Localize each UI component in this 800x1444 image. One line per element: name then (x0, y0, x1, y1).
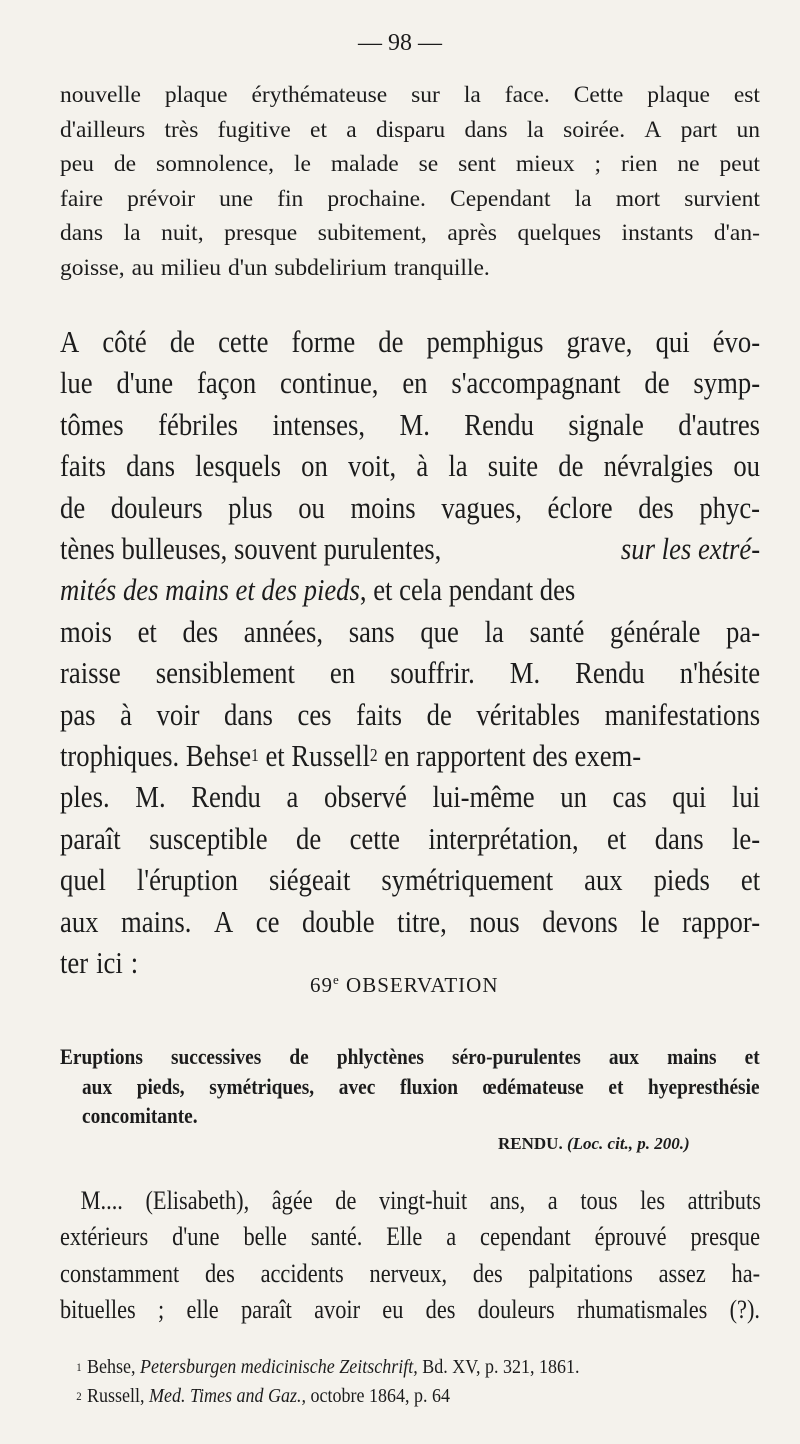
word: successives (170, 1044, 262, 1069)
word: subdelirium (274, 254, 387, 281)
observation-label: OBSERVATION (346, 973, 499, 997)
word: souffrir. (390, 655, 475, 691)
word: fluxion (399, 1073, 459, 1099)
word: d'ailleurs (60, 116, 146, 143)
word: œdémateuse (482, 1073, 584, 1099)
word: forme (291, 324, 356, 359)
word: peut (719, 151, 760, 177)
italic-segment: mités des mains et des pieds (60, 572, 360, 608)
word: part (680, 116, 718, 143)
word: peu (60, 151, 94, 177)
page-number: — 98 — (358, 30, 442, 56)
word: pieds (653, 862, 710, 898)
word: en (402, 365, 428, 401)
word: phyc- (699, 489, 761, 525)
word: qui (655, 324, 690, 359)
text-line (60, 182, 760, 217)
word: des (182, 613, 219, 649)
footnote-mark: 1 (76, 1360, 82, 1374)
word: faire (60, 185, 104, 212)
word: ples. (60, 779, 110, 815)
word: une (219, 185, 254, 212)
word: et (137, 613, 157, 649)
word: prévoir (127, 185, 196, 212)
word: face. (504, 82, 550, 108)
word: hyepresthésie (648, 1073, 760, 1099)
word: suite (487, 448, 539, 484)
word: presque (690, 1222, 761, 1252)
word: est (733, 82, 760, 108)
word: des (204, 1258, 235, 1288)
word: mains (667, 1044, 717, 1069)
word: de (378, 324, 404, 359)
line-segment: et Russell (258, 738, 370, 774)
footnote-mark: 2 (76, 1389, 82, 1403)
word: véritables (476, 696, 581, 732)
word: tranquille. (393, 254, 490, 281)
word: double (302, 903, 375, 939)
word: vagues, (441, 489, 522, 525)
word: mains. (121, 903, 192, 939)
word: attributs (687, 1186, 761, 1215)
word: cette (218, 324, 269, 359)
word: tômes (60, 406, 124, 442)
word: la (123, 220, 141, 246)
word: presque (224, 220, 298, 246)
word: ans, (489, 1186, 526, 1215)
word: à (416, 448, 429, 484)
word: âgée (271, 1186, 313, 1215)
word: à (120, 696, 132, 732)
observation-title (310, 972, 498, 998)
footnote-rest: Bd. XV, p. 321, 1861. (422, 1356, 580, 1378)
word: signale (568, 406, 644, 442)
text-line (60, 1219, 760, 1255)
word: interprétation, (428, 820, 579, 856)
word: on (301, 448, 328, 484)
word: M. (509, 655, 541, 691)
word: observé (323, 779, 407, 815)
word: manifestations (604, 696, 761, 732)
word: aux (608, 1044, 639, 1069)
word: de (169, 324, 196, 359)
word: quel (60, 862, 106, 898)
word: de (60, 489, 86, 525)
word: fugitive (217, 116, 291, 143)
word: santé (529, 613, 585, 649)
text-line (82, 1101, 782, 1131)
word: vingt-huit (379, 1186, 468, 1215)
word: ce (255, 903, 280, 939)
word: Rendu (464, 406, 534, 442)
word: dans (654, 820, 704, 856)
word: Rendu (191, 779, 261, 815)
word: générale (610, 613, 701, 649)
word: nerveux, (369, 1258, 448, 1288)
observation-number: 69 (310, 973, 333, 997)
text-line (60, 321, 760, 362)
word: ne (677, 151, 700, 177)
word: éprouvé (594, 1222, 667, 1252)
footnote-title: Med. Times and Gaz., (149, 1385, 307, 1407)
text-line (60, 216, 760, 251)
word: côté (102, 324, 147, 359)
word: et (310, 116, 327, 143)
word: : (130, 945, 139, 981)
footnote-line (60, 1381, 690, 1411)
word: lui-même (432, 779, 535, 815)
word: instants (621, 220, 694, 246)
word: a (286, 779, 299, 815)
word: nouvelle (60, 82, 141, 108)
word: et (744, 1044, 760, 1069)
word: douleurs (477, 1295, 555, 1325)
italic-segment: sur les extré- (620, 531, 761, 567)
footnote-1 (60, 1352, 760, 1382)
line-segment: , et cela pendant des (359, 572, 576, 608)
word: concomitante. (82, 1103, 198, 1128)
word: la (463, 82, 481, 108)
word: somnolence, (155, 151, 275, 177)
text-line (60, 487, 760, 528)
text-line (60, 611, 760, 652)
word: phlyctènes (336, 1044, 424, 1069)
word: cependant (480, 1222, 571, 1252)
text-line (60, 776, 760, 817)
text-line (60, 251, 760, 286)
text-line (60, 818, 760, 859)
word: cette (349, 820, 400, 856)
word: paraît (60, 820, 121, 856)
word: les (640, 1186, 666, 1215)
word: susceptible (149, 820, 268, 856)
text-line (60, 1042, 760, 1072)
footnote-line (60, 1352, 690, 1382)
word: pa- (726, 613, 761, 649)
word: de (644, 365, 670, 401)
word: ; (594, 151, 602, 177)
word: symétriquement (381, 862, 554, 898)
word: milieu (160, 254, 221, 281)
word: raisse (60, 655, 121, 691)
footnote-author: Behse, (87, 1356, 136, 1378)
word: et (608, 1073, 624, 1099)
word: dans (126, 448, 175, 484)
word: voit, (348, 448, 397, 484)
word: rappor- (682, 903, 761, 939)
word: n'hésite (679, 655, 761, 691)
word: façon (196, 365, 257, 401)
word: accidents (260, 1258, 344, 1288)
footnote-title: Petersburgen medicinische Zeitschrift, (140, 1356, 418, 1378)
word: (?). (729, 1295, 761, 1325)
text-line (60, 445, 760, 486)
word: tous (580, 1186, 618, 1215)
text-line (60, 694, 760, 735)
word: intenses, (272, 406, 366, 442)
word: sent (458, 151, 496, 177)
word: le (640, 903, 660, 939)
word: très (164, 116, 199, 143)
word: un (736, 116, 760, 143)
word: lui (731, 779, 761, 815)
word: pieds, (136, 1073, 185, 1099)
word: avoir (314, 1295, 361, 1325)
word: cas (612, 779, 647, 815)
word: santé. (310, 1222, 363, 1252)
word: A (644, 116, 662, 143)
word: mieux (515, 151, 575, 177)
word: rien (620, 151, 658, 177)
word: de (335, 1186, 357, 1215)
text-line (60, 1256, 760, 1292)
word: faits (356, 696, 403, 732)
word: ter (60, 945, 89, 981)
word: d'an- (713, 220, 760, 246)
word: eu (382, 1295, 404, 1325)
reference-cite: (Loc. cit., p. 200.) (566, 1134, 690, 1153)
word: sur (411, 82, 440, 108)
word: Cependant (450, 185, 551, 212)
footnote-ref-2[interactable]: 2 (369, 745, 378, 766)
word: dans (464, 116, 508, 143)
word: un (560, 779, 587, 815)
paragraph-2 (60, 321, 760, 984)
text-line (60, 362, 760, 403)
text-line (60, 569, 760, 610)
word: faits (60, 448, 106, 484)
line-segment: en rapportent des exem- (377, 738, 642, 774)
word: qui (672, 779, 707, 815)
word: dans (224, 696, 273, 732)
footnote-author: Russell, (87, 1385, 145, 1407)
word: d'une (172, 1222, 220, 1252)
word: a (446, 1222, 457, 1252)
line-segment: tènes bulleuses, souvent purulentes, (60, 531, 442, 567)
word: constamment (60, 1258, 180, 1288)
word: mort (615, 185, 661, 212)
word: belle (243, 1222, 287, 1252)
text-line (60, 735, 760, 776)
word: A (213, 903, 234, 939)
word: Elle (386, 1222, 423, 1252)
footnote-2 (60, 1381, 760, 1411)
word: le- (731, 820, 761, 856)
word: au (131, 254, 154, 281)
word: la (484, 613, 504, 649)
word: devons (542, 903, 618, 939)
word: dans (60, 220, 104, 246)
text-line (60, 78, 760, 113)
text-line (60, 404, 760, 445)
word: mois (60, 613, 112, 649)
word: pemphigus (426, 324, 544, 359)
word: extérieurs (60, 1222, 149, 1252)
word: goisse, (60, 254, 125, 281)
word: de (296, 820, 322, 856)
word: voir (156, 696, 200, 732)
word: disparu (376, 116, 446, 143)
word: se (418, 151, 439, 177)
word: et (740, 862, 761, 898)
text-line (60, 113, 760, 148)
text-line (60, 859, 760, 900)
word: prochaine. (327, 185, 426, 212)
text-line (60, 528, 760, 569)
word: titre, (397, 903, 447, 939)
word: A (60, 324, 80, 359)
word: après (447, 220, 497, 246)
word: érythémateuse (251, 82, 388, 108)
word: elle (186, 1295, 219, 1325)
word: ; (157, 1295, 165, 1325)
observation-heading (60, 1042, 760, 1131)
word: moins (350, 489, 416, 525)
word: a (547, 1186, 558, 1215)
word: Eruptions (60, 1044, 143, 1069)
paragraph-1 (60, 78, 760, 285)
word: lesquels (195, 448, 282, 484)
word: des (425, 1295, 456, 1325)
word: en (329, 655, 356, 691)
observation-suffix: e (333, 972, 340, 987)
word: M. (399, 406, 430, 442)
word: éclore (547, 489, 613, 525)
word: s'accompagnant (451, 365, 621, 401)
word: plus (228, 489, 273, 525)
word: de (426, 696, 452, 732)
word: continue, (280, 365, 379, 401)
word: Cette (573, 82, 624, 108)
word: a (346, 116, 357, 143)
text-line (60, 1183, 761, 1219)
word: subitement, (317, 220, 427, 246)
word: aux (82, 1073, 113, 1099)
word: quelques (517, 220, 601, 246)
paragraph-3 (60, 1183, 760, 1329)
word: des (472, 1258, 503, 1288)
word: d'autres (678, 406, 761, 442)
word: nous (469, 903, 520, 939)
word: nuit, (161, 220, 204, 246)
word: névralgies (603, 448, 714, 484)
word: la (526, 116, 544, 143)
word: pas (60, 696, 96, 732)
word: (Elisabeth), (145, 1186, 250, 1215)
word: plaque (164, 82, 228, 108)
word: que (420, 613, 459, 649)
word: de (113, 151, 137, 177)
word: soirée. (563, 116, 626, 143)
word: séro-purulentes (452, 1044, 581, 1069)
word: assez (658, 1258, 706, 1288)
word: d'une (116, 365, 174, 401)
word: malade (330, 151, 399, 177)
word: ici (96, 945, 123, 981)
word: Rendu (575, 655, 645, 691)
word: ces (297, 696, 332, 732)
word: symétriques, (209, 1073, 315, 1099)
word: survient (684, 185, 760, 212)
word: bituelles (60, 1295, 136, 1325)
word: lue (60, 365, 93, 401)
word: de (289, 1044, 309, 1069)
word: de (558, 448, 584, 484)
word: fébriles (158, 406, 239, 442)
word: palpitations (528, 1258, 633, 1288)
text-line (60, 147, 760, 182)
word: l'éruption (136, 862, 238, 898)
word: des (638, 489, 674, 525)
word: sans (348, 613, 395, 649)
word: aux (584, 862, 623, 898)
reference-author: RENDU. (498, 1134, 563, 1153)
reference-citation (498, 1134, 690, 1154)
text-line (60, 901, 760, 942)
word: fin (277, 185, 304, 212)
word: paraît (240, 1295, 292, 1325)
word: symp- (693, 365, 761, 401)
footnote-ref-1[interactable]: 1 (251, 745, 259, 766)
word: M. (135, 779, 166, 815)
word: grave, (566, 324, 633, 359)
text-line (60, 1292, 760, 1328)
word: aux (60, 903, 99, 939)
word: ou (733, 448, 760, 484)
text-line (82, 1072, 760, 1102)
text-line (60, 652, 760, 693)
word: avec (338, 1073, 376, 1099)
word: la (448, 448, 468, 484)
word: rhumatismales (576, 1295, 708, 1325)
line-segment: trophiques. Behse (60, 738, 252, 774)
word: siégeait (268, 862, 351, 898)
word: le (293, 151, 311, 177)
word: M.... (80, 1186, 123, 1215)
word: années, (243, 613, 323, 649)
word: plaque (647, 82, 710, 108)
word: ou (298, 489, 325, 525)
word: d'un (228, 254, 268, 281)
footnote-rest: octobre 1864, p. 64 (310, 1385, 451, 1407)
word: sensiblement (155, 655, 295, 691)
word: la (574, 185, 592, 212)
word: évo- (712, 324, 761, 359)
word: douleurs (110, 489, 203, 525)
word: ha- (731, 1258, 761, 1288)
word: et (607, 820, 627, 856)
